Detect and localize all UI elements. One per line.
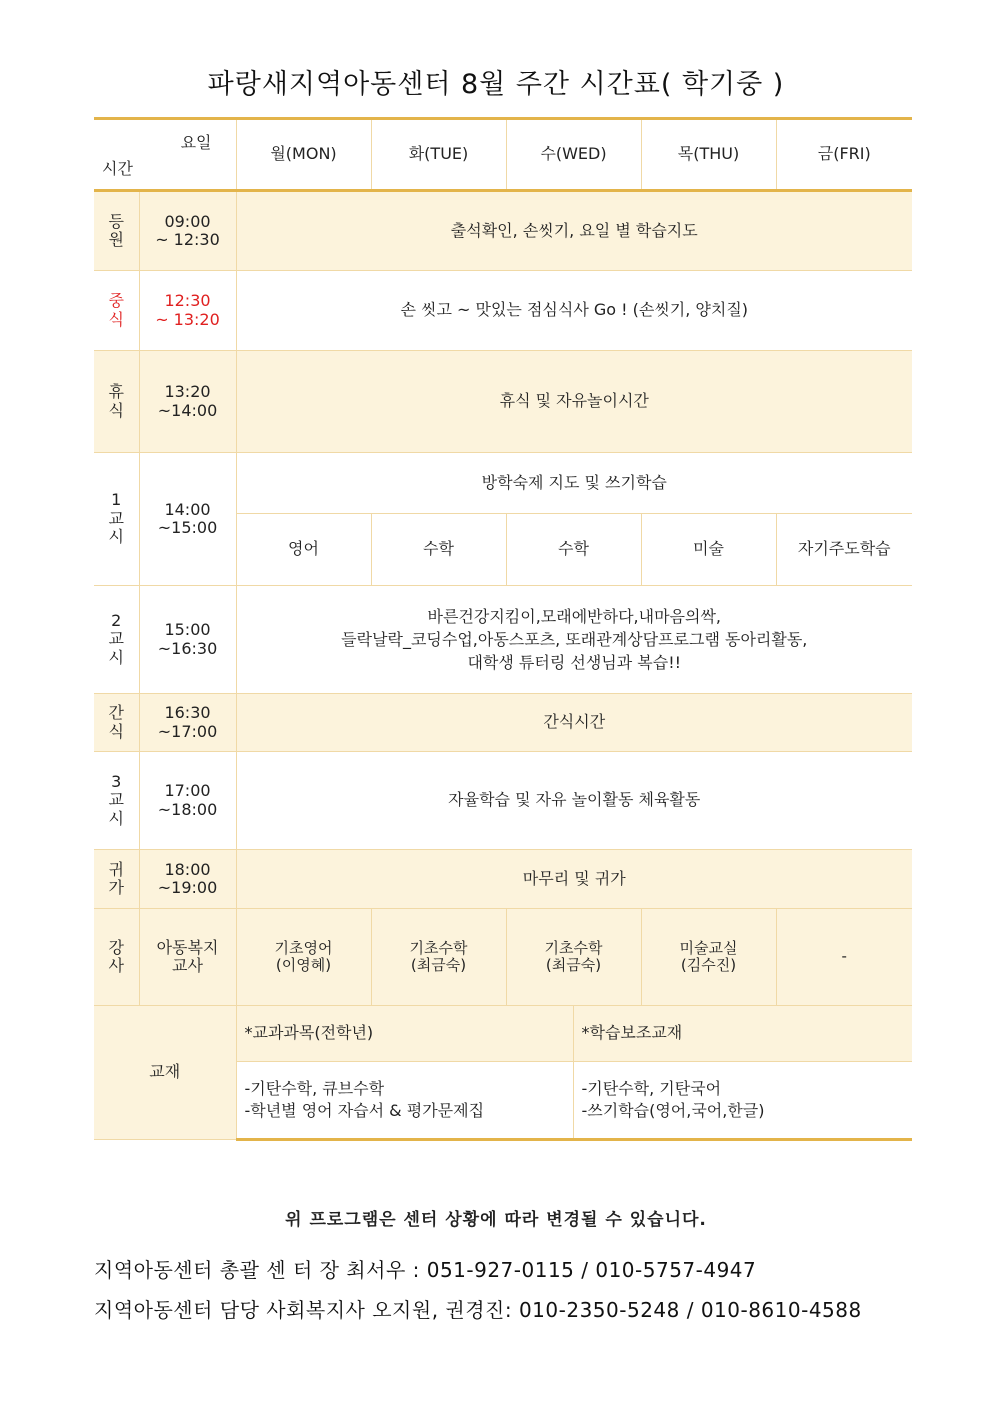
textbook-subject-header: *교과과목(전학년) <box>236 1006 573 1062</box>
row-label-arrival: 등 원 <box>94 191 139 271</box>
activity-snack: 간식시간 <box>236 694 912 752</box>
row-time-period3: 17:00 ~18:00 <box>139 752 236 850</box>
row-time-period2: 15:00 ~16:30 <box>139 586 236 694</box>
subject-mon: 영어 <box>236 514 371 586</box>
activity-rest: 휴식 및 자유놀이시간 <box>236 351 912 453</box>
subject-thu: 미술 <box>641 514 776 586</box>
contact-director: 지역아동센터 총괄 센 터 장 최서우 : 051-927-0115 / 010-5757-4947 <box>94 1258 757 1282</box>
row-time-period1: 14:00 ~15:00 <box>139 453 236 586</box>
page-title: 파랑새지역아동센터 8월 주간 시간표( 학기중 ) <box>207 69 785 100</box>
header-time-label: 시간 <box>102 159 133 178</box>
teacher-tue: 기초수학 (최금숙) <box>371 909 506 1006</box>
teacher-wed: 기초수학 (최금숙) <box>506 909 641 1006</box>
row-label-snack: 간 식 <box>94 694 139 752</box>
header-day-fri: 금(FRI) <box>776 119 912 191</box>
subject-tue: 수학 <box>371 514 506 586</box>
header-day-wed: 수(WED) <box>506 119 641 191</box>
row-label-home: 귀 가 <box>94 850 139 909</box>
header-day-thu: 목(THU) <box>641 119 776 191</box>
activity-home: 마무리 및 귀가 <box>236 850 912 909</box>
header-corner-cell <box>94 119 236 191</box>
activity-period1: 방학숙제 지도 및 쓰기학습 <box>236 453 912 514</box>
row-label-period1: 1 교 시 <box>94 453 139 586</box>
schedule-table <box>94 117 912 1141</box>
subject-wed: 수학 <box>506 514 641 586</box>
textbook-subject-items: -기탄수학, 큐브수학 -학년별 영어 자습서 & 평가문제집 <box>236 1062 573 1140</box>
header-day-label: 요일 <box>180 133 212 152</box>
row-label-lunch: 중 식 <box>94 271 139 351</box>
header-day-mon: 월(MON) <box>236 119 371 191</box>
teacher-role: 아동복지 교사 <box>139 909 236 1006</box>
textbook-aux-items: -기탄수학, 기탄국어 -쓰기학습(영어,국어,한글) <box>573 1062 912 1140</box>
row-label-period2: 2 교 시 <box>94 586 139 694</box>
contact-social-worker: 지역아동센터 담당 사회복지사 오지원, 권경진: 010-2350-5248 / 010-8610-4588 <box>94 1298 862 1322</box>
activity-lunch: 손 씻고 ~ 맛있는 점심식사 Go ! (손씻기, 양치질) <box>236 271 912 351</box>
row-time-snack: 16:30 ~17:00 <box>139 694 236 752</box>
activity-period2: 바른건강지킴이,모래에반하다,내마음의싹, 들락날락_코딩수업,아동스포츠, 또래관계상담프로그램 동아리활동, 대학생 튜터링 선생님과 복습!! <box>236 586 912 694</box>
header-day-tue: 화(TUE) <box>371 119 506 191</box>
row-label-teachers: 강 사 <box>94 909 139 1006</box>
teacher-mon: 기초영어 (이영혜) <box>236 909 371 1006</box>
program-change-note: 위 프로그램은 센터 상황에 따라 변경될 수 있습니다. <box>285 1210 707 1230</box>
teacher-fri: - <box>776 909 912 1006</box>
teacher-thu: 미술교실 (김수진) <box>641 909 776 1006</box>
activity-period3: 자율학습 및 자유 놀이활동 체육활동 <box>236 752 912 850</box>
row-label-textbooks: 교재 <box>94 1006 236 1140</box>
row-time-lunch: 12:30 ~ 13:20 <box>139 271 236 351</box>
row-label-rest: 휴 식 <box>94 351 139 453</box>
row-label-period3: 3 교 시 <box>94 752 139 850</box>
row-time-arrival: 09:00 ~ 12:30 <box>139 191 236 271</box>
row-time-home: 18:00 ~19:00 <box>139 850 236 909</box>
textbook-aux-header: *학습보조교재 <box>573 1006 912 1062</box>
activity-arrival: 출석확인, 손씻기, 요일 별 학습지도 <box>236 191 912 271</box>
row-time-rest: 13:20 ~14:00 <box>139 351 236 453</box>
subject-fri: 자기주도학습 <box>776 514 912 586</box>
